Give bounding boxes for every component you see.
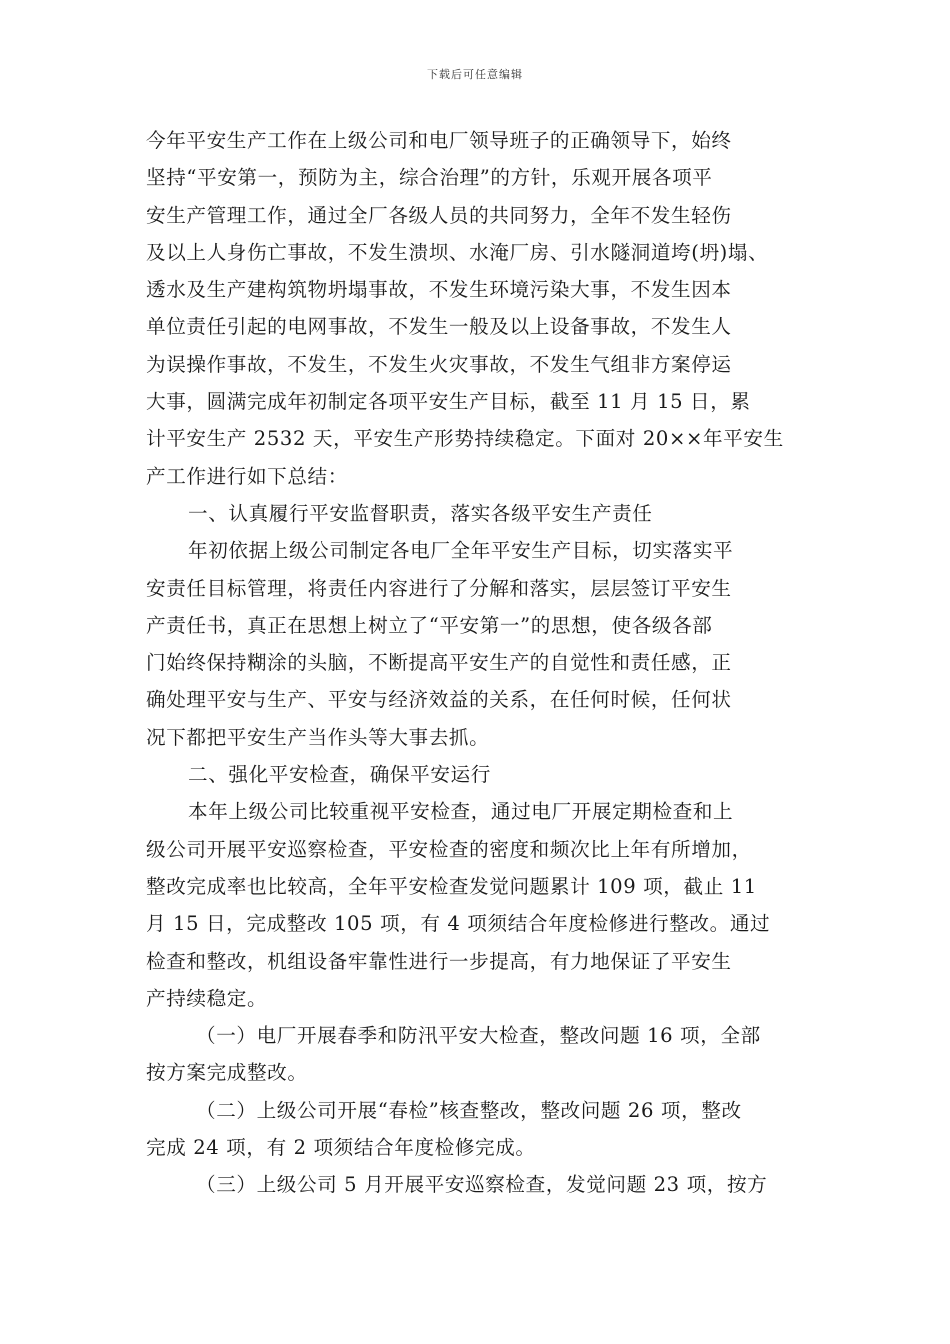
text-line: 确处理平安与生产、平安与经济效益的关系，在任何时候，任何状 — [146, 688, 732, 712]
page-header-note: 下载后可任意编辑 — [427, 68, 523, 81]
text-line: 本年上级公司比较重视平安检查，通过电厂开展定期检查和上 — [188, 800, 734, 824]
text-line: 透水及生产建构筑物坍塌事故，不发生环境污染大事，不发生因本 — [146, 278, 732, 302]
document-body — [146, 122, 809, 1204]
text-line: 月 15 日，完成整改 105 项，有 4 项须结合年度检修进行整改。通过 — [146, 912, 771, 936]
section-2-paragraph — [146, 793, 809, 1017]
sub-item-1 — [146, 1017, 809, 1092]
heading-line: 二、强化平安检查，确保平安运行 — [188, 763, 491, 787]
text-line: 门始终保持糊涂的头脑，不断提高平安生产的自觉性和责任感，正 — [146, 651, 732, 675]
text-line: （一）电厂开展春季和防汛平安大检查，整改问题 16 项，全部 — [196, 1024, 761, 1048]
text-line: 完成 24 项，有 2 项须结合年度检修完成。 — [146, 1136, 536, 1160]
section-heading-2 — [146, 756, 809, 793]
section-1-paragraph — [146, 532, 809, 756]
text-line: 况下都把平安生产当作头等大事去抓。 — [146, 725, 490, 749]
section-heading-1 — [146, 495, 809, 532]
text-line: 产持续稳定。 — [146, 986, 268, 1010]
text-line: 计平安生产 2532 天，平安生产形势持续稳定。下面对 20××年平安生 — [146, 427, 784, 451]
text-line: 产工作进行如下总结： — [146, 464, 348, 488]
sub-item-2 — [146, 1092, 809, 1167]
text-line: 今年平安生产工作在上级公司和电厂领导班子的正确领导下，始终 — [146, 129, 732, 152]
text-line: 及以上人身伤亡事故，不发生溃坝、水淹厂房、引水隧洞道垮(坍)塌、 — [146, 240, 769, 264]
text-line: 大事，圆满完成年初制定各项平安生产目标，截至 11 月 15 日，累 — [146, 390, 751, 414]
text-line: 为误操作事故，不发生，不发生火灾事故，不发生气组非方案停运 — [146, 352, 732, 376]
heading-line: 一、认真履行平安监督职责，落实各级平安生产责任 — [188, 501, 653, 525]
text-line: 检查和整改，机组设备牢靠性进行一步提高，有力地保证了平安生 — [146, 949, 732, 973]
text-line: （二）上级公司开展“春检”核查整改，整改问题 26 项，整改 — [196, 1098, 742, 1122]
text-line: 整改完成率也比较高，全年平安检查发觉问题累计 109 项，截止 11 — [146, 874, 757, 898]
text-line: 产责任书，真正在思想上树立了“平安第一”的思想，使各级各部 — [146, 613, 713, 637]
sub-item-3 — [146, 1166, 809, 1203]
text-line: 年初依据上级公司制定各电厂全年平安生产目标，切实落实平 — [188, 539, 734, 563]
text-line: 按方案完成整改。 — [146, 1061, 308, 1085]
text-line: 安责任目标管理，将责任内容进行了分解和落实，层层签订平安生 — [146, 576, 732, 600]
intro-paragraph — [146, 122, 809, 495]
text-line: 级公司开展平安巡察检查，平安检查的密度和频次比上年有所增加， — [146, 837, 752, 861]
text-line: （三）上级公司 5 月开展平安巡察检查，发觉问题 23 项，按方 — [196, 1173, 768, 1197]
text-line: 单位责任引起的电网事故，不发生一般及以上设备事故，不发生人 — [146, 315, 732, 339]
text-line: 安生产管理工作，通过全厂各级人员的共同努力，全年不发生轻伤 — [146, 203, 732, 227]
text-line: 坚持“平安第一，预防为主，综合治理”的方针，乐观开展各项平 — [146, 166, 713, 190]
